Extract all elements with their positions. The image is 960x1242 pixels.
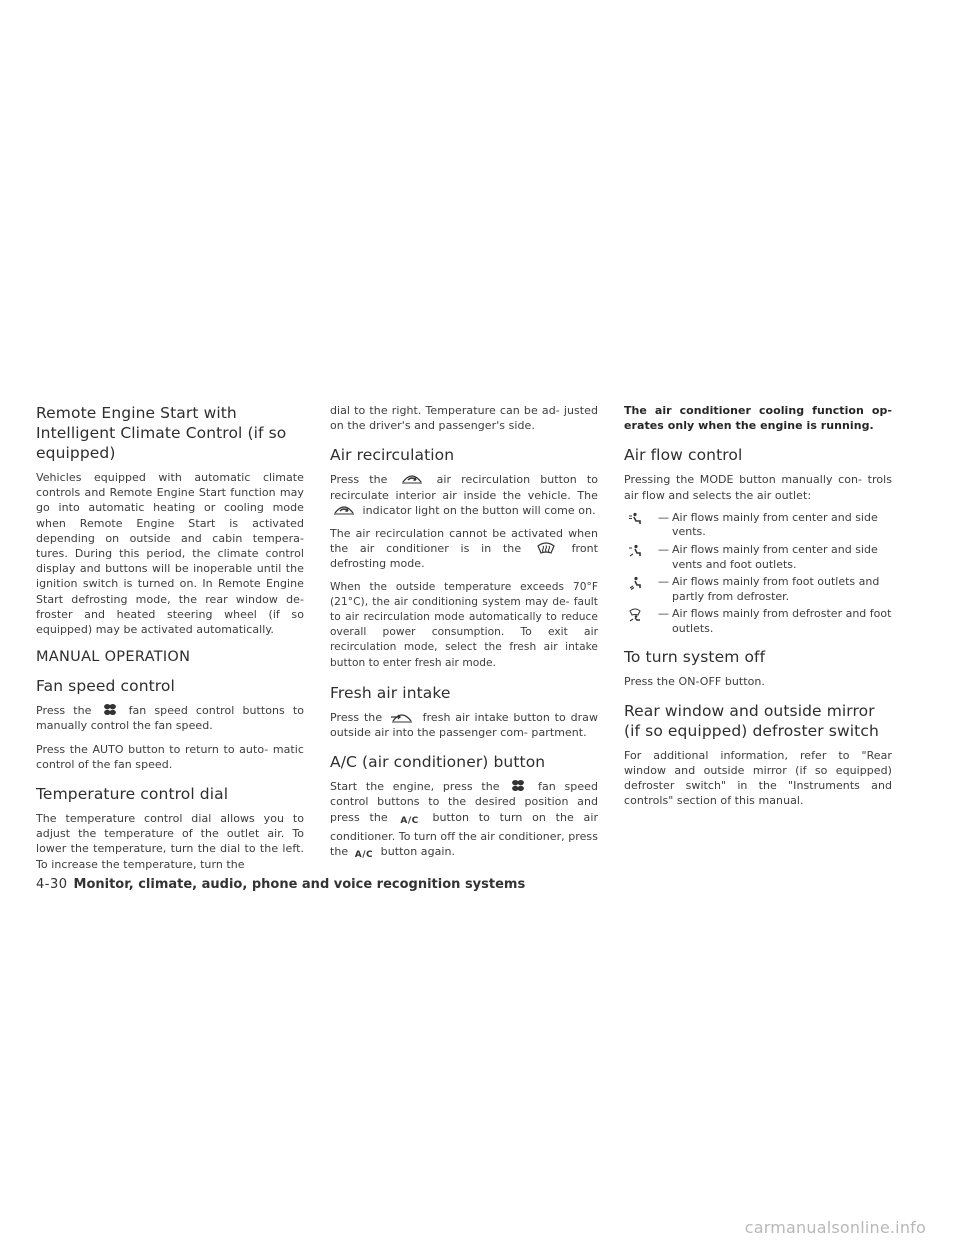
text-fresh-b: fresh air intake button to draw outside air into the passenger com- partment. [330,710,599,740]
flow-item-text: Air flows mainly from foot outlets and partly from defroster. [672,575,880,603]
para-temperature-dial: The temperature control dial allows you to adjust the temperature of the outlet air. To lower the temperature, turn the dial to the left. To increase the temperature, turn the [36,812,304,871]
list-item [624,575,892,604]
para-fan-auto: Press the AUTO button to return to auto- matic control of the fan speed. [36,742,304,771]
para-recirc-2 [330,526,598,572]
ac-label-icon: A/C [400,815,419,826]
heading-air-flow: Air flow control [624,446,743,465]
heading-temperature-dial: Temperature control dial [36,785,229,804]
para-rear-defroster: For additional information, refer to "Rear window and outside mirror (if so equipped) defroster switch" in the "Instruments and controls" section of this manual. [624,748,892,808]
ac-label-icon: A/C [354,850,374,861]
heading-rear-defroster: Rear window and outside mirror (if so equipped) defroster switch [624,701,879,740]
chapter-title: Monitor, climate, audio, phone and voice recognition systems [73,877,526,892]
vent-face-icon [624,511,658,531]
heading-remote-start: Remote Engine Start with Intelligent Climate Control (if so equipped) [36,404,287,462]
column-3 [624,403,892,817]
text-recirc-c: indicator light on the button will come on. [362,503,596,517]
heading-air-recirculation: Air recirculation [330,446,455,465]
para-remote-start: Vehicles equipped with automatic climate controls and Remote Engine Start function may go into automatic heating or cooling mode when Remote Engine Start is activated depending on outside and cabin tempera- tures. During this period, the climate control display and buttons will be inoperable until the ignition switch is turned on. In Remote Engine Start defrosting mode, the rear window de- froster and heated steering wheel (if so equipped) may be activated automatically. [36,471,304,637]
heading-fan-speed: Fan speed control [36,677,175,696]
para-temp-continued: dial to the right. Temperature can be ad- justed on the driver's and passenger's side. [330,404,598,433]
text-fan-b: fan speed control buttons to manually control the fan speed. [36,704,305,733]
recirculation-icon [401,473,423,485]
text-recirc2-a: The air recirculation cannot be activated when the air conditioner is in the [330,527,598,556]
page-footer [36,877,525,892]
text-ac-b: fan speed control buttons to the desired position and press the [330,780,598,824]
page-number: 4-30 [36,877,68,892]
para-turn-off: Press the ON-OFF button. [624,674,765,688]
dash: — [658,543,669,556]
heading-turn-off: To turn system off [624,647,766,666]
para-fan-speed [36,703,304,733]
list-item [624,511,892,540]
heading-fresh-air: Fresh air intake [330,683,451,702]
text-recirc-b: air recirculation button to recirculate interior air inside the vehicle. The [330,473,599,502]
list-item [624,543,892,572]
fan-icon [103,703,117,716]
dash: — [658,607,669,621]
watermark: carmanualsonline.info [744,1218,926,1237]
recirculation-indicator-icon [333,504,355,516]
text-fan-a: Press the [36,704,92,718]
fresh-air-icon [390,711,414,723]
column-2 [330,403,598,871]
column-1 [36,403,304,880]
dash: — [658,575,669,589]
para-air-flow: Pressing the MODE button manually con- trols air flow and selects the air outlet: [624,473,892,502]
para-cooling-warning: The air conditioner cooling function op- erates only when the engine is running. [624,404,892,433]
air-flow-list [624,511,892,637]
heading-manual-operation: MANUAL OPERATION [36,649,191,666]
heading-ac-button: A/C (air conditioner) button [330,753,546,772]
dash: — [658,510,669,524]
flow-item-text: Air flows mainly from center and side vents and foot outlets. [672,543,878,571]
fan-icon [511,779,525,792]
para-ac-button [330,779,598,863]
para-fresh-air [330,710,598,740]
text-ac-c: button to turn on the air conditioner. To turn off the air conditioner, press the [330,810,599,859]
front-defroster-icon [536,542,556,554]
vent-defrost-foot-icon [624,607,658,627]
text-ac-d: button again. [380,845,456,859]
flow-item-text: Air flows mainly from defroster and foot outlets. [672,607,892,635]
text-fresh-a: Press the [330,710,383,724]
para-recirc-3: When the outside temperature exceeds 70°F (21°C), the air conditioning system may de- fault to air recirculation mode automatically to reduce overall power consumption. To exit air recirculation mode, select the fresh air intake button to enter fresh air mode. [330,580,598,669]
text-recirc2-b: front defrosting mode. [330,542,599,571]
vent-bilevel-icon [624,543,658,563]
text-ac-a: Start the engine, press the [330,780,500,794]
vent-foot-icon [624,575,658,595]
list-item [624,607,892,636]
para-recirc-1 [330,472,598,518]
text-recirc-a: Press the [330,473,388,487]
flow-item-text: Air flows mainly from center and side vents. [672,510,878,539]
